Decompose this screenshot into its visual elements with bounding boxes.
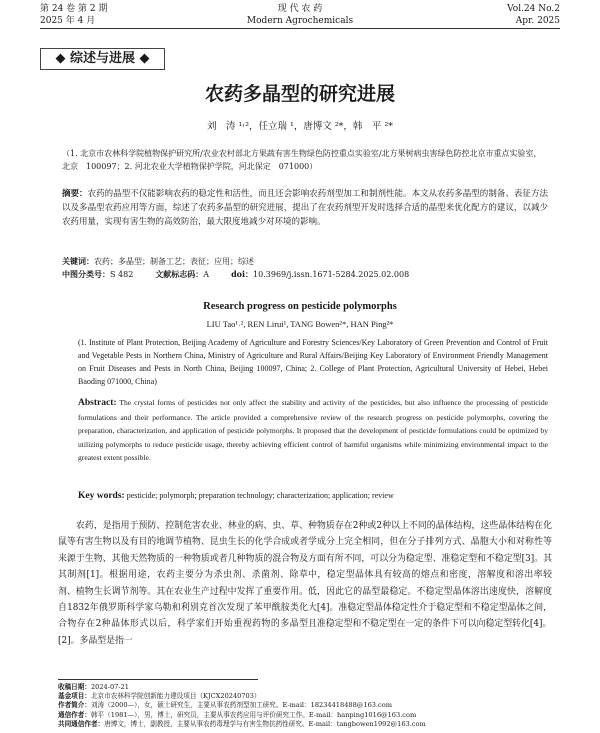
paper-title-en: Research progress on pesticide polymorphs <box>203 301 397 312</box>
footnote-author-value: 刘涛（2000—），女，硕士研究生，主要从事农药剂型加工研究。E-mail：18234418488@163.com <box>90 701 392 710</box>
footnote-rule <box>58 679 258 680</box>
header-date: 2025 年 4 月 <box>40 16 96 26</box>
header-volume-date-en <box>507 3 560 27</box>
section-label: ◆ 综述与进展 ◆ <box>40 48 165 70</box>
authors-en: LIU Tao¹˒², REN Lirui¹, TANG Bowen²*, HAN Ping²* <box>206 319 394 329</box>
abstract-en-label: Abstract: <box>78 398 117 408</box>
body-column-right: 种物质存在2种或2种以上不同的晶体结构，这些晶体结构在化学成分上完全相同，但在分子排列方式、晶胞大小和对称性等方面有所不同，可以分为稳定型、准稳定型和不稳定型[3]。其中，稳定型晶体具有较高的熔点和密度，溶解度和溶出率较低，因此它的晶型最稳定。不稳定型晶体溶出速度快，溶解度大[4]。准稳定型晶体稳定性介于稳定型和不稳定型晶体之间，且准稳定型和不稳定型在一定的条件下可以向稳定型转化[4]。 <box>308 521 552 630</box>
abstract-en <box>78 396 548 465</box>
footnote-fund-value: 北京市农林科学院创新能力建设项目（KJCX20240703） <box>90 692 261 701</box>
doi-value: 10.3969/j.issn.1671-5284.2025.02.008 <box>253 270 410 279</box>
doi-label: doi： <box>231 269 254 279</box>
footnotes <box>58 683 560 729</box>
clc-value: S 482 <box>110 270 134 279</box>
header-volume-en: Vol.24 No.2 <box>507 4 560 14</box>
header-journal-en: Modern Agrochemicals <box>246 16 354 26</box>
footnote-co-corresponding-value: 唐博文，博士，副教授，主要从事农药毒理学与有害生物抗药性研究。E-mail：tangbowen1992@163.com <box>104 719 426 728</box>
abstract-cn-text: 农药的晶型不仅能影响农药的稳定性和活性，而且还会影响农药剂型加工和制剂性能。本文从农药多晶型的制备、表征方法以及多晶型农药应用等方面，综述了农药多晶型的研究进展，提出了在农药剂型开发时选择合适的晶型来优化配方的建议，以减少农药用量，实现有害生物的高效防治，最大限度地减少对环境的影响。 <box>62 189 548 227</box>
keywords-en-label: Key words: <box>78 491 125 501</box>
footnote-received-value: 2024-07-21 <box>90 683 129 691</box>
doc-code-value: A <box>203 270 210 279</box>
keywords-cn <box>62 255 548 268</box>
authors-cn: 刘 涛 ¹˒²，任立瑞 ¹，唐博文 ²*，韩 平 ²* <box>206 121 394 132</box>
footnote-fund-label: 基金项目： <box>58 692 91 701</box>
footnote-co-corresponding-label: 共同通信作者： <box>58 719 105 728</box>
doc-code-label: 文献标志码： <box>155 269 204 279</box>
footnote-received <box>58 683 560 692</box>
header-journal-name <box>40 3 560 27</box>
footnote-corresponding <box>58 711 560 720</box>
paper-title-cn: 农药多晶型的研究进展 <box>204 83 395 105</box>
abstract-en-text: The crystal forms of pesticides not only affect the stability and activity of the pesticides, but also influence the processing of pesticide formulations and their performance. The article provided a comprehensive review of the research progress on pesticide polymorphs, covering the preparation, characterization, and application of pesticide polymorphs. It proposed that the development of pesticide formulations could be optimized by utilizing polymorphs to reduce pesticide usage, thereby achieving efficient control of harmful organisms while minimizing environmental impact to the greatest extent possible. <box>78 398 548 462</box>
keywords-cn-text: 农药；多晶型；制备工艺；表征；应用；综述 <box>94 257 254 266</box>
keywords-en <box>78 489 548 503</box>
affiliation-cn: （1. 北京市农林科学院植物保护研究所/农业农村部北方果蔬有害生物绿色防控重点实验室/北方果树病虫害绿色防控北京市重点实验室，北京 100097；2. 河北农业大学植物保护学院，河北保定 071000） <box>62 149 542 171</box>
footnote-author <box>58 701 560 710</box>
header-date-en: Apr. 2025 <box>515 16 560 26</box>
header-volume: 第 24 卷 第 2 期 <box>40 4 108 14</box>
footnote-corresponding-value: 韩平（1981—），男，博士，研究员，主要从事农药应用与评价研究工作。E-mail：hanping1016@163.com <box>90 710 417 719</box>
header-rule <box>40 28 560 29</box>
abstract-cn-label: 摘要： <box>62 189 88 199</box>
affiliation-en: (1. Institute of Plant Protection, Beijing Academy of Agriculture and Forestry Sciences/Key Laboratory of Green Prevention and Control of Fruit and Vegetable Pests in Northern China, Ministry of Agriculture and Rural Affairs/Beijing Key Laboratory of Environment Friendly Management on Fruit Diseases and Pests in North China, Beijing 100097, China; 2. College of Plant Protection, Agricultural University of Hebei, Hebei Baoding 071000, China) <box>78 338 548 386</box>
body-column-left: 农药，是指用于预防、控制危害农业、林业的病、虫、草、鼠等有害生物以及有目的地调节植物、昆虫生长的化学合成或者来源于生物、其他天然物质的一种物质或者几种物质的混合物及其制剂[1]。根据用途，农药主要分为杀虫剂、杀菌剂、除草剂、植物生长调节剂等。其在农业生产过程中发挥了重要作用。自1832年俄罗斯科学家乌勒和利别克首次发现了苯甲酰胺类化合物存在2种晶体形式以后，科学家们开始重视药物的多晶型[2]。多晶型是指一 <box>58 521 308 646</box>
header-journal-cn: 现 代 农 药 <box>277 4 323 14</box>
footnote-co-corresponding <box>58 720 560 729</box>
footnote-received-label: 收稿日期： <box>58 683 91 691</box>
running-header <box>40 3 560 29</box>
footnote-author-label: 作者简介： <box>58 701 91 710</box>
clc-label: 中图分类号： <box>62 269 110 279</box>
abstract-cn <box>62 187 548 229</box>
footnote-corresponding-label: 通信作者： <box>58 710 91 719</box>
classification-line <box>62 268 548 281</box>
keywords-cn-label: 关键词： <box>62 256 94 266</box>
keywords-en-text: pesticide; polymorph; preparation technology; characterization; application; review <box>126 491 394 500</box>
